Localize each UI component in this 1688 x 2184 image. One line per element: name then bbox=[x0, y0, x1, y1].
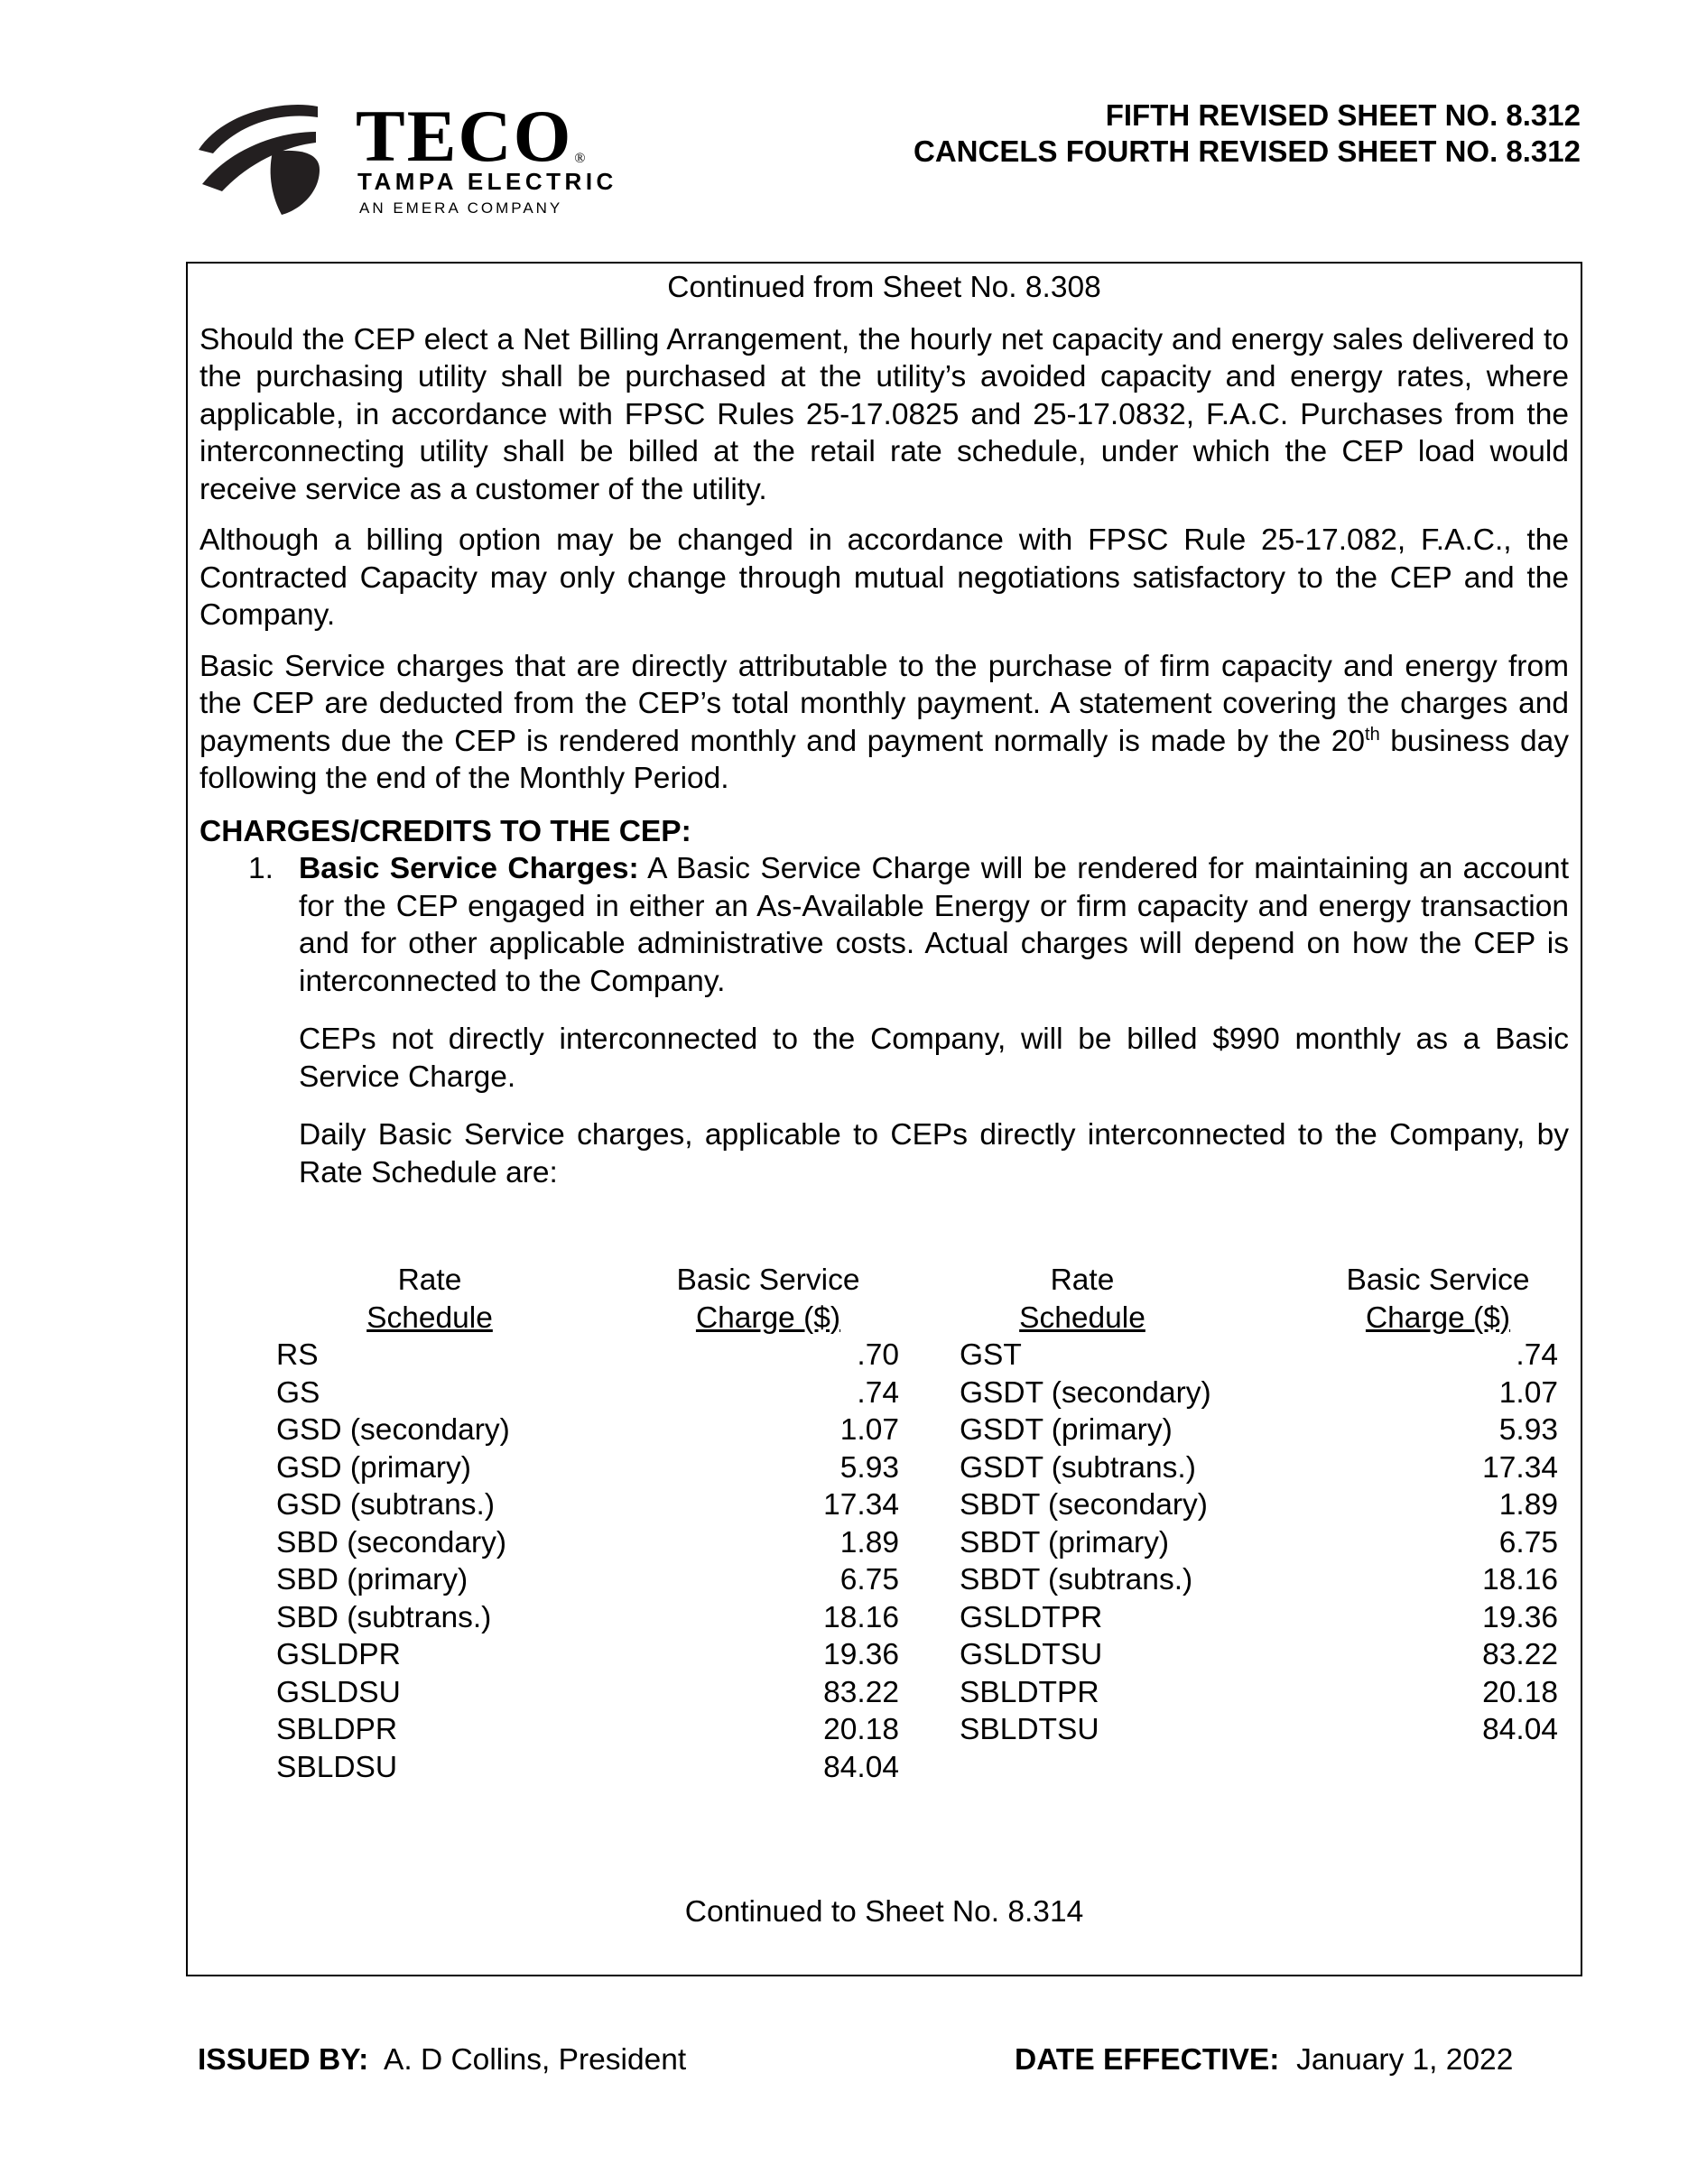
tariff-content-box bbox=[186, 262, 1582, 1976]
rate-schedule-cell: SBDT (primary) bbox=[960, 1525, 1170, 1559]
charge-cell: 6.75 bbox=[1498, 1525, 1558, 1559]
rate-schedule-cell: SBLDSU bbox=[276, 1750, 398, 1784]
list-number: 1. bbox=[248, 852, 274, 885]
column-header-basic-service-charge: Basic Service Charge ($) bbox=[676, 1263, 860, 1335]
rate-schedule-cell: GSLDPR bbox=[276, 1638, 401, 1671]
rate-schedule-cell: SBLDTSU bbox=[960, 1713, 1099, 1746]
table-row bbox=[276, 1636, 899, 1674]
rate-schedule-cell: GSDT (primary) bbox=[960, 1413, 1173, 1447]
table-row bbox=[960, 1674, 1558, 1712]
charge-cell: 83.22 bbox=[823, 1675, 899, 1709]
table-row bbox=[960, 1374, 1558, 1412]
charge-cell: 1.89 bbox=[1498, 1488, 1558, 1522]
charge-cell: 83.22 bbox=[1482, 1638, 1558, 1671]
logo-subtitle: TAMPA ELECTRIC bbox=[357, 168, 617, 195]
charge-cell: 18.16 bbox=[1482, 1563, 1558, 1596]
paragraph-net-billing: Should the CEP elect a Net Billing Arrangement, the hourly net capacity and energy sales delivered to the purchasing utility shall be purchased at the utility’s avoided capacity and energy rates, where applicable, in accordance with FPSC Rules 25-17.0825 and 25-17.0832, F.A.C. Purchases from the interconnecting utility shall be billed at the retail rate schedule, under which the CEP load would receive service as a customer of the utility. bbox=[199, 322, 1569, 506]
rate-schedule-cell: SBLDTPR bbox=[960, 1675, 1099, 1709]
logo-tagline: AN EMERA COMPANY bbox=[359, 199, 563, 217]
charge-cell: 84.04 bbox=[823, 1750, 899, 1784]
rate-schedule-cell: GSDT (subtrans.) bbox=[960, 1450, 1196, 1485]
table-row bbox=[960, 1711, 1558, 1749]
rate-schedule-cell: GSD (primary) bbox=[276, 1450, 471, 1485]
table-row bbox=[960, 1599, 1558, 1637]
table-row bbox=[276, 1561, 899, 1599]
table-row bbox=[276, 1599, 899, 1637]
column-header-basic-service-charge: Basic Service Charge ($) bbox=[1346, 1263, 1530, 1335]
charge-cell: 84.04 bbox=[1482, 1713, 1558, 1746]
rate-table-left-column bbox=[276, 1262, 899, 1786]
list-item-basic-service-charges bbox=[199, 850, 1569, 1191]
table-row bbox=[960, 1411, 1558, 1449]
table-row bbox=[276, 1711, 899, 1749]
rate-schedule-cell: GSD (secondary) bbox=[276, 1413, 510, 1447]
table-row bbox=[960, 1486, 1558, 1524]
table-row bbox=[960, 1524, 1558, 1562]
rate-schedule-cell: GS bbox=[276, 1375, 320, 1410]
charge-cell: 18.16 bbox=[823, 1600, 899, 1634]
rate-schedule-cell: GSDT (secondary) bbox=[960, 1375, 1211, 1410]
table-row bbox=[276, 1374, 899, 1412]
section-header: CHARGES/CREDITS TO THE CEP: bbox=[199, 814, 691, 848]
charge-cell: 19.36 bbox=[1482, 1600, 1558, 1634]
rate-schedule-cell: SBD (subtrans.) bbox=[276, 1600, 492, 1634]
table-row bbox=[276, 1337, 899, 1374]
table-row bbox=[960, 1337, 1558, 1374]
rate-schedule-cell: GSLDTPR bbox=[960, 1600, 1103, 1634]
table-row bbox=[960, 1636, 1558, 1674]
date-effective: DATE EFFECTIVE: January 1, 2022 bbox=[1015, 2043, 1514, 2077]
charge-cell: 19.36 bbox=[823, 1638, 899, 1671]
table-row bbox=[276, 1486, 899, 1524]
charge-cell: 1.07 bbox=[1498, 1375, 1558, 1410]
charge-cell: 1.89 bbox=[839, 1525, 899, 1559]
paragraph-basic-service: Basic Service charges that are directly attributable to the purchase of firm capacity and energy from the CEP are deducted from the CEP’s total monthly payment. A statement covering the charges and payments due the CEP is rendered monthly and payment normally is made by the 20th business day following the end of the Monthly Period. bbox=[199, 649, 1569, 795]
table-row bbox=[960, 1561, 1558, 1599]
continued-to: Continued to Sheet No. 8.314 bbox=[684, 1895, 1084, 1929]
rate-schedule-cell: GSD (subtrans.) bbox=[276, 1488, 496, 1522]
paragraph-billing-option: Although a billing option may be changed in accordance with FPSC Rule 25-17.082, F.A.C., the Contracted Capacity may only change through mutual negotiations satisfactory to the CEP and the Company. bbox=[199, 523, 1569, 632]
table-row bbox=[276, 1524, 899, 1562]
column-header-rate-schedule: Rate Schedule bbox=[366, 1263, 493, 1335]
company-logo bbox=[195, 97, 664, 224]
charge-cell: .74 bbox=[857, 1375, 899, 1410]
table-row bbox=[276, 1749, 899, 1787]
charge-cell: 1.07 bbox=[839, 1413, 899, 1447]
rate-schedule-cell: SBDT (secondary) bbox=[960, 1488, 1208, 1522]
table-row bbox=[276, 1411, 899, 1449]
charge-cell: 5.93 bbox=[839, 1450, 899, 1485]
charge-cell: .70 bbox=[857, 1338, 899, 1372]
rate-schedule-cell: SBD (secondary) bbox=[276, 1525, 507, 1559]
teco-swoosh-icon bbox=[195, 97, 321, 217]
rate-schedule-cell: GST bbox=[960, 1338, 1022, 1372]
column-header-rate-schedule: Rate Schedule bbox=[1019, 1263, 1145, 1335]
rate-table-right-column bbox=[960, 1262, 1558, 1749]
charge-cell: 20.18 bbox=[1482, 1675, 1558, 1709]
item-paragraph-not-interconnected: CEPs not directly interconnected to the Company, will be billed $990 monthly as a Basic Service Charge. bbox=[299, 1023, 1569, 1094]
issued-by: ISSUED BY: A. D Collins, President bbox=[198, 2043, 687, 2077]
continued-from: Continued from Sheet No. 8.308 bbox=[667, 271, 1101, 304]
item-title: Basic Service Charges: bbox=[299, 852, 639, 885]
item-paragraph: Basic Service Charges: A Basic Service Charge will be rendered for maintaining an account for the CEP engaged in either an As-Available Energy or firm capacity and energy transaction and for other applicable administrative costs. Actual charges will depend on how the CEP is interconnected to the Company. bbox=[299, 852, 1569, 998]
charge-cell: 6.75 bbox=[839, 1563, 899, 1596]
table-row bbox=[960, 1449, 1558, 1487]
sheet-header bbox=[914, 97, 1581, 170]
sheet-title: FIFTH REVISED SHEET NO. 8.312 bbox=[1105, 98, 1581, 132]
logo-wordmark: TECO ® bbox=[356, 95, 588, 177]
rate-schedule-cell: SBLDPR bbox=[276, 1713, 398, 1746]
charge-cell: 17.34 bbox=[823, 1488, 899, 1522]
rate-schedule-cell: RS bbox=[276, 1338, 319, 1372]
charge-cell: 17.34 bbox=[1482, 1450, 1558, 1485]
table-row bbox=[276, 1674, 899, 1712]
charge-cell: 5.93 bbox=[1498, 1413, 1558, 1447]
table-row bbox=[276, 1449, 899, 1487]
rate-schedule-cell: GSLDSU bbox=[276, 1675, 401, 1709]
cancels-line: CANCELS FOURTH REVISED SHEET NO. 8.312 bbox=[914, 134, 1581, 168]
item-paragraph-daily-charges: Daily Basic Service charges, applicable to CEPs directly interconnected to the Company, by Rate Schedule are: bbox=[299, 1118, 1569, 1189]
rate-schedule-cell: SBD (primary) bbox=[276, 1563, 468, 1596]
charge-cell: 20.18 bbox=[823, 1713, 899, 1746]
rate-schedule-cell: SBDT (subtrans.) bbox=[960, 1563, 1193, 1596]
charge-cell: .74 bbox=[1516, 1338, 1558, 1372]
rate-schedule-cell: GSLDTSU bbox=[960, 1638, 1103, 1671]
